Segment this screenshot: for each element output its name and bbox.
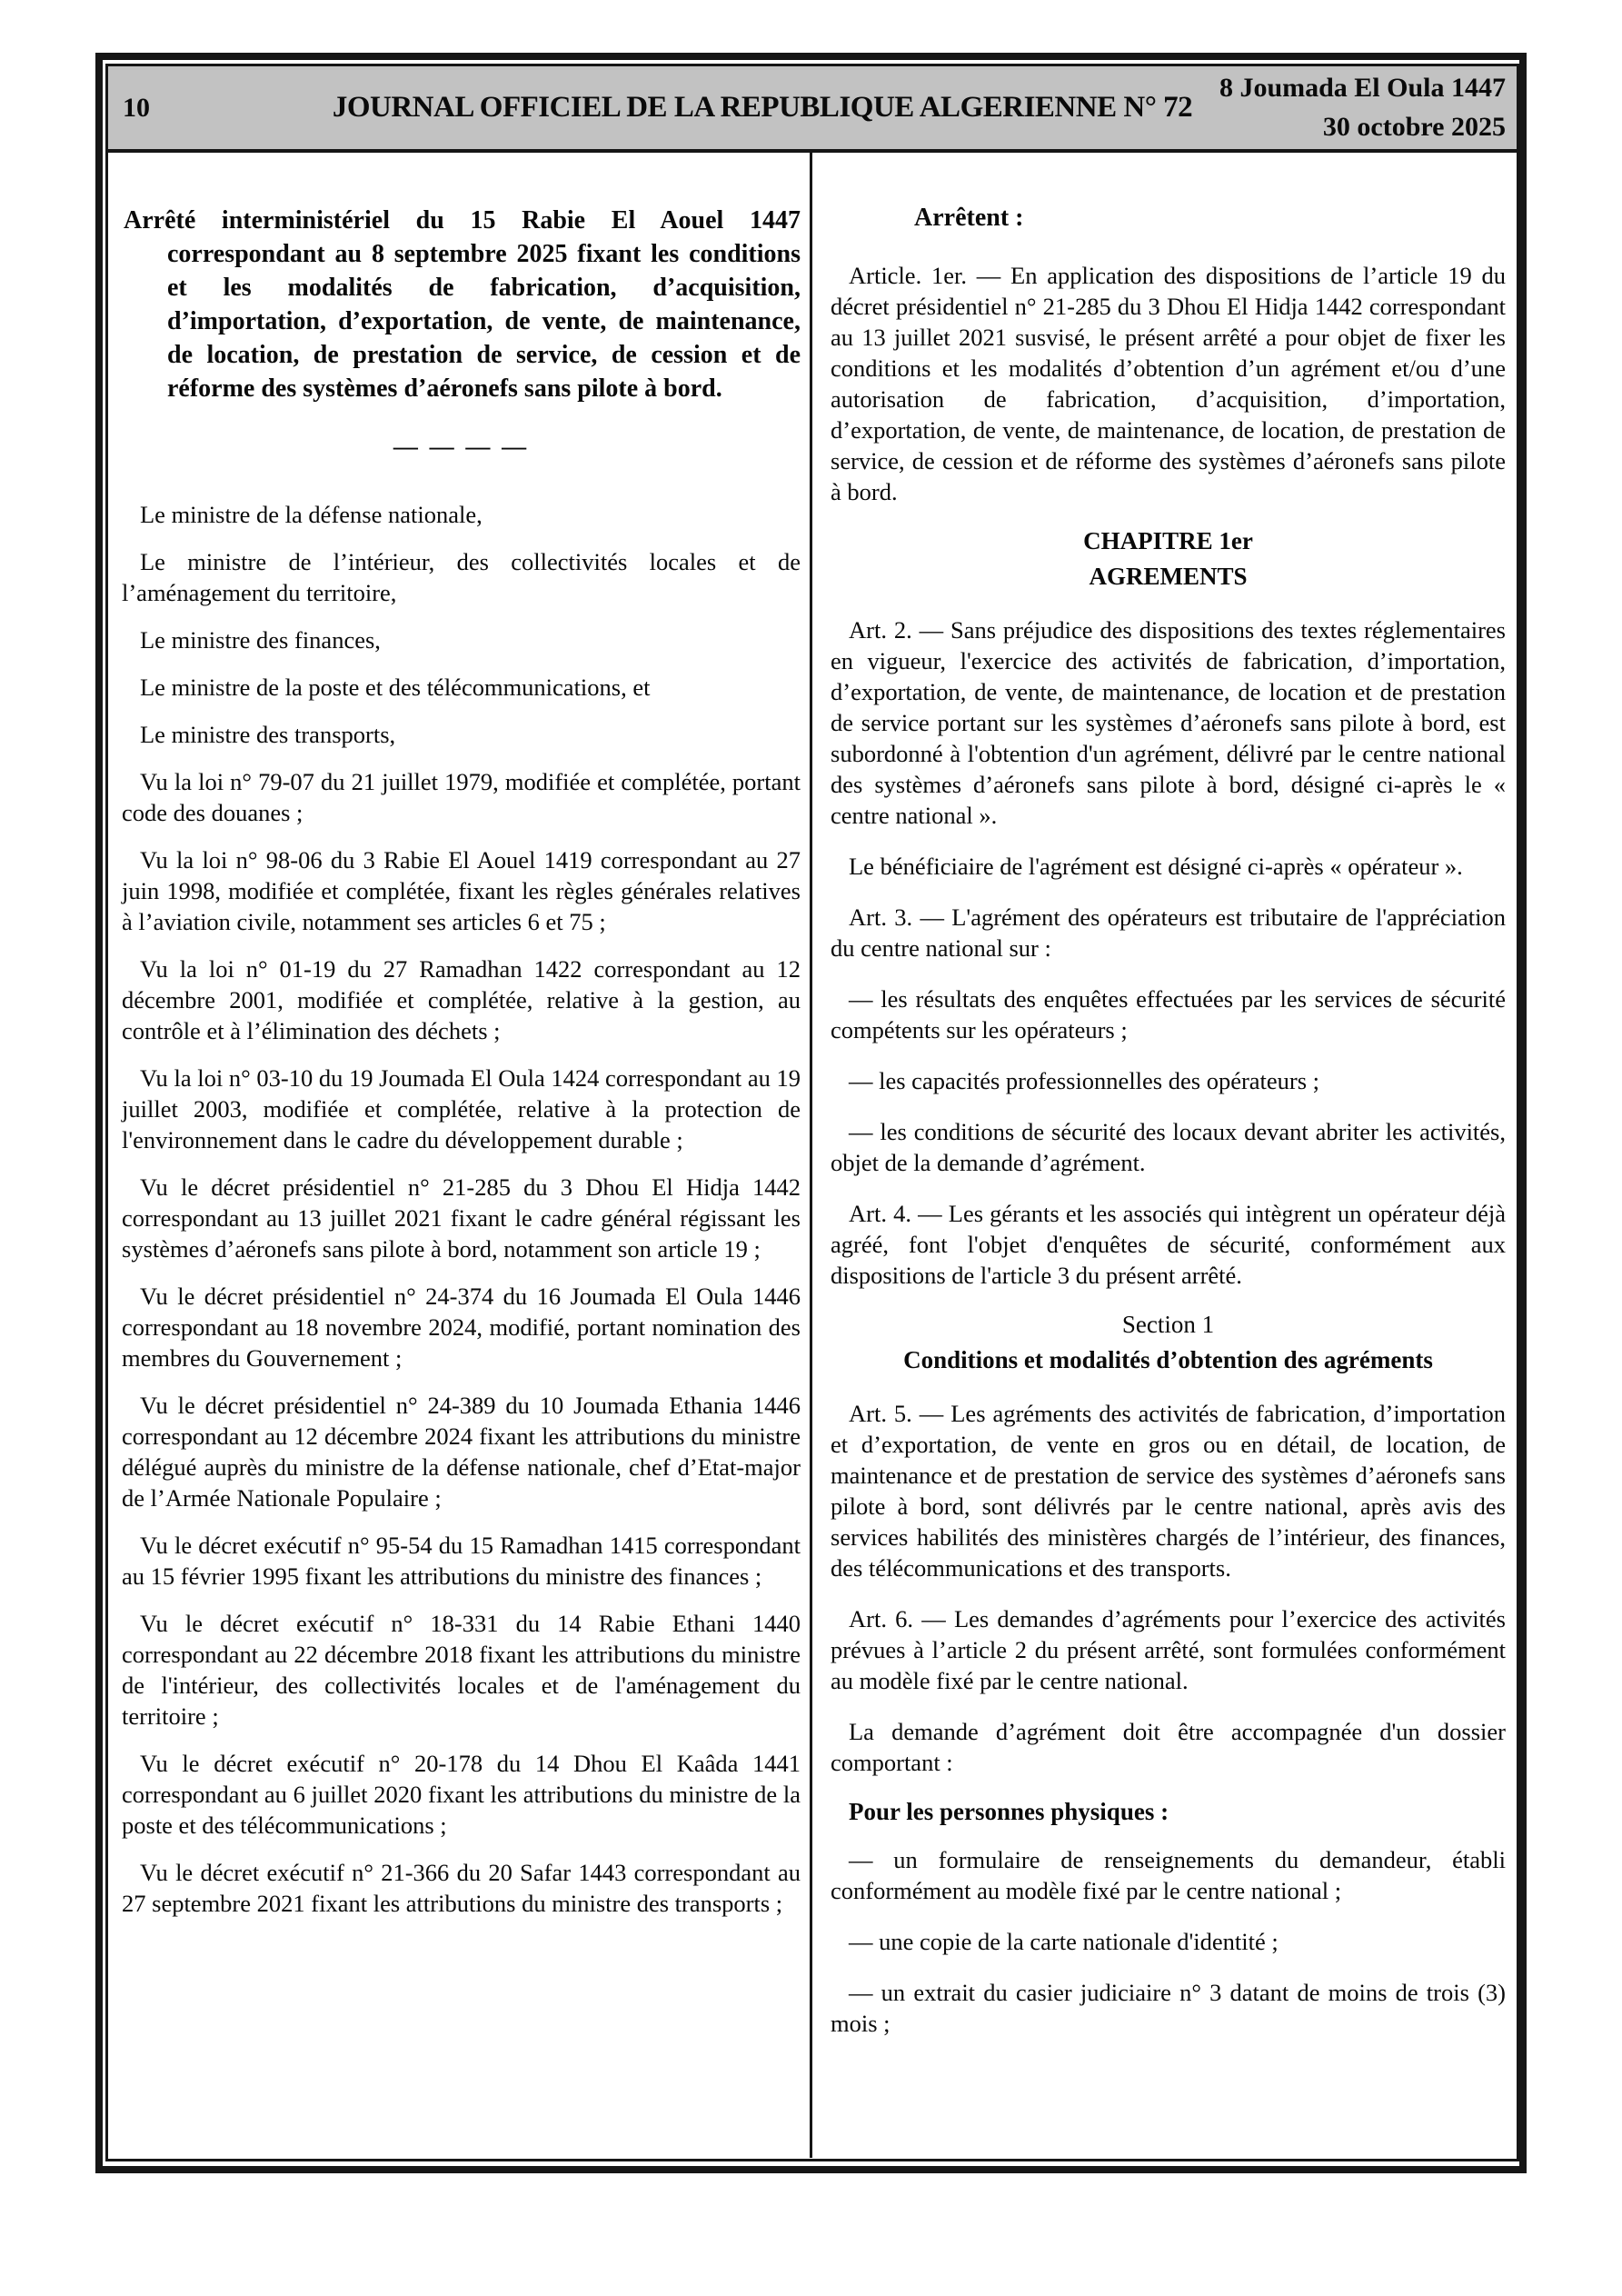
section-title: Conditions et modalités d’obtention des agréments [903, 1346, 1433, 1373]
arretent-heading: Arrêtent : [914, 204, 1024, 232]
left-column [108, 153, 810, 2158]
article-paragraph: Art. 4. — Les gérants et les associés qui intègrent un opérateur déjà agréé, font l'objet d'enquêtes de sécurité, conformément aux dispositions de l'article 3 du présent arrêté. [831, 1200, 1506, 1289]
visa-paragraph: Vu la loi n° 01-19 du 27 Ramadhan 1422 correspondant au 12 décembre 2001, modifiée et complétée, relative à la gestion, au contrôle et à l’élimination des déchets ; [122, 955, 801, 1044]
page-inner-border [105, 64, 1519, 2161]
right-column [812, 153, 1517, 2158]
section-heading: Section 1 [1121, 1311, 1215, 1338]
article-paragraph: La demande d’agrément doit être accompagnée d'un dossier comportant : [831, 1718, 1506, 1776]
article-paragraph: Article. 1er. — En application des dispositions de l’article 19 du décret présidentiel n° 21-285 du 3 Dhou El Hidja 1442 correspondant au 13 juillet 2021 susvisé, le présent arrêté a pour objet de fixer les conditions et les modalités d’obtention d’un agrément et/ou d’une autorisation de fabrication, d’acquisition, d’importation, d’exportation, de vente, de maintenance, de location, de prestation de service, de cession et de réforme des systèmes d’aéronefs sans pilote à bord. [831, 262, 1506, 505]
visa-paragraph: Vu le décret présidentiel n° 21-285 du 3 Dhou El Hidja 1442 correspondant au 13 juillet 2021 fixant le cadre général régissant les systèmes d’aéronefs sans pilote à bord, notamment son article 19 ; [122, 1173, 801, 1263]
visa-paragraph: Vu le décret exécutif n° 20-178 du 14 Dhou El Kaâda 1441 correspondant au 6 juillet 2020 fixant les attributions du ministre de la poste et des télécommunications ; [122, 1750, 801, 1839]
article-paragraph: Art. 5. — Les agréments des activités de fabrication, d’importation et d’exportation, de vente en gros ou en détail, de location, de maintenance et de prestation de service des systèmes d’aéronefs sans pilote à bord, sont délivrés par le centre national, après avis des services habilités des ministères chargés de l’intérieur, des finances, des télécommunications et des transports. [831, 1400, 1506, 1582]
journal-title: JOURNAL OFFICIEL DE LA REPUBLIQUE ALGERIENNE N° 72 [332, 91, 1193, 124]
two-column-body [108, 153, 1517, 2158]
list-item-dash: — les capacités professionnelles des opérateurs ; [849, 1067, 1320, 1094]
minister-line: Le ministre des finances, [140, 626, 381, 654]
visa-paragraph: Vu le décret présidentiel n° 24-374 du 16 Joumada El Oula 1446 correspondant au 18 novembre 2024, modifié, portant nomination des membres du Gouvernement ; [122, 1283, 801, 1372]
subheading-personnes-physiques: Pour les personnes physiques : [849, 1798, 1169, 1825]
visa-paragraph: Vu le décret présidentiel n° 24-389 du 10 Joumada Ethania 1446 correspondant au 12 décembre 2024 fixant les attributions du ministre délégué auprès du ministre de la défense nationale, chef d’Etat-major de l’Armée Nationale Populaire ; [122, 1392, 801, 1512]
list-item-dash: — les résultats des enquêtes effectuées par les services de sécurité compétents sur les opérateurs ; [831, 985, 1506, 1043]
list-item-dash: — un extrait du casier judiciaire n° 3 datant de moins de trois (3) mois ; [831, 1979, 1506, 2037]
article-paragraph: Art. 3. — L'agrément des opérateurs est tributaire de l'appréciation du centre national sur : [831, 903, 1506, 962]
visa-paragraph: Vu le décret exécutif n° 18-331 du 14 Rabie Ethani 1440 correspondant au 22 décembre 2018 fixant les attributions du ministre de l'intérieur, des collectivités locales et de l'aménagement du territoire ; [122, 1610, 801, 1730]
minister-line: Le ministre des transports, [140, 721, 396, 748]
visa-paragraph: Vu la loi n° 98-06 du 3 Rabie El Aouel 1419 correspondant au 27 juin 1998, modifiée et complétée, fixant les règles générales relatives à l’aviation civile, notamment ses articles 6 et 75 ; [122, 846, 801, 935]
minister-line: Le ministre de la poste et des télécommunications, et [140, 674, 651, 701]
article-paragraph: Le bénéficiaire de l'agrément est désigné ci-après « opérateur ». [849, 853, 1463, 880]
issue-dates [1219, 68, 1506, 146]
visa-paragraph: Vu le décret exécutif n° 95-54 du 15 Ramadhan 1415 correspondant au 15 février 1995 fixant les attributions du ministre des finances ; [122, 1532, 801, 1590]
visa-paragraph: Vu la loi n° 79-07 du 21 juillet 1979, modifiée et complétée, portant code des douanes ; [122, 768, 801, 826]
chapter-heading: CHAPITRE 1er [1083, 527, 1253, 554]
chapter-title: AGREMENTS [1089, 563, 1248, 590]
page-number: 10 [123, 92, 150, 123]
date-hijri: 8 Joumada El Oula 1447 [1219, 73, 1506, 103]
minister-line: Le ministre de l’intérieur, des collectivités locales et de l’aménagement du territoire, [122, 548, 801, 606]
separator: — — — — [393, 433, 530, 460]
date-gregorian: 30 octobre 2025 [1322, 112, 1506, 142]
visa-paragraph: Vu le décret exécutif n° 21-366 du 20 Safar 1443 correspondant au 27 septembre 2021 fixant les attributions du ministre des transports ; [122, 1859, 801, 1917]
arrete-title: Arrêté interministériel du 15 Rabie El Aouel 1447 correspondant au 8 septembre 2025 fixant les conditions et les modalités de fabrication, d’acquisition, d’importation, d’exportation, de vente, de maintenance, de location, de prestation de service, de cession et de réforme des systèmes d’aéronefs sans pilote à bord. [124, 206, 801, 403]
visa-paragraph: Vu la loi n° 03-10 du 19 Joumada El Oula 1424 correspondant au 19 juillet 2003, modifiée et complétée, relative à la protection de l'environnement dans le cadre du développement durable ; [122, 1064, 801, 1153]
list-item-dash: — les conditions de sécurité des locaux devant abriter les activités, objet de la demande d’agrément. [831, 1118, 1506, 1176]
list-item-dash: — un formulaire de renseignements du demandeur, établi conformément au modèle fixé par le centre national ; [831, 1846, 1506, 1904]
list-item-dash: — une copie de la carte nationale d'identité ; [849, 1928, 1279, 1955]
minister-line: Le ministre de la défense nationale, [140, 501, 483, 528]
article-paragraph: Art. 6. — Les demandes d’agréments pour l’exercice des activités prévues à l’article 2 du présent arrêté, sont formulées conformément au modèle fixé par le centre national. [831, 1605, 1506, 1694]
masthead [108, 66, 1517, 153]
article-paragraph: Art. 2. — Sans préjudice des dispositions des textes réglementaires en vigueur, l'exercice des activités de fabrication, d’importation, d’exportation, de vente, de maintenance, de location et de prestation de service portant sur les systèmes d’aéronefs sans pilote à bord, est subordonné à l'obtention d'un agrément, délivré par le centre national des systèmes d’aéronefs sans pilote à bord, désigné ci-après le « centre national ». [831, 616, 1506, 829]
